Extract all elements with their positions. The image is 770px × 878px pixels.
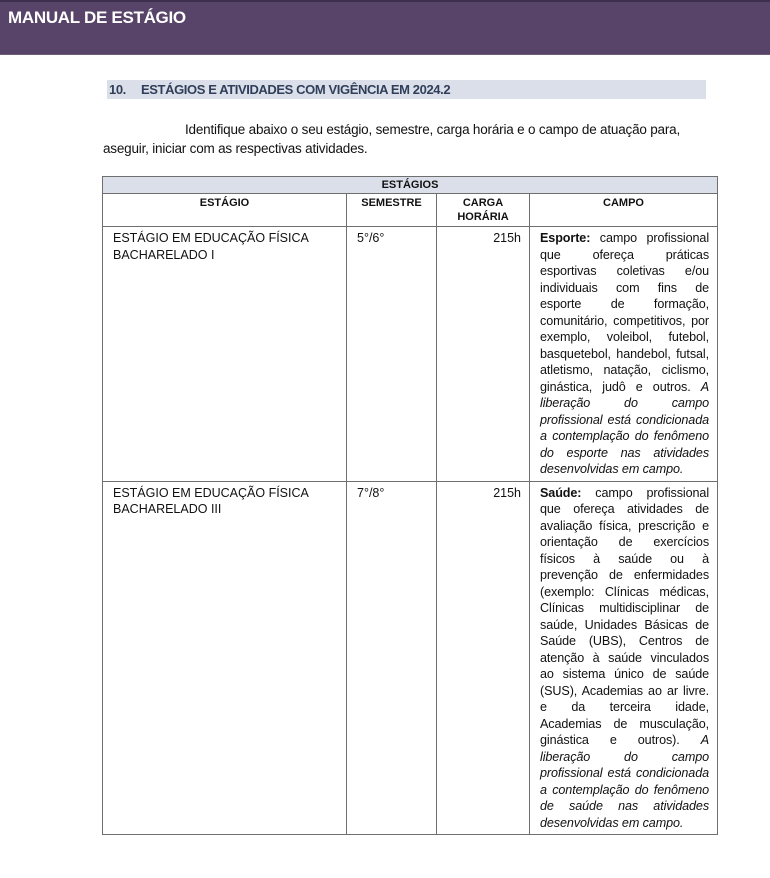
table-caption: ESTÁGIOS xyxy=(103,177,718,194)
campo-label: Saúde: xyxy=(540,485,582,500)
cell-campo xyxy=(530,481,718,835)
campo-label: Esporte: xyxy=(540,231,591,245)
cell-estagio: ESTÁGIO EM EDUCAÇÃO FÍSICA BACHARELADO I xyxy=(103,227,347,482)
document-title: MANUAL DE ESTÁGIO xyxy=(8,8,186,27)
table-row xyxy=(103,481,718,835)
column-header-estagio: ESTÁGIO xyxy=(103,194,347,227)
column-header-campo: CAMPO xyxy=(530,194,718,227)
campo-description: campo profissional que ofereça atividades de avaliação física, prescrição e orientação de exercícios físicos à saúde ou à prevenção de enfermidades (exemplo: Clínicas médicas, Clínicas multidisciplinar de saúde, Unidades Básicas de Saúde (UBS), Centros de atenção à saúde vinculados ao sistema único de saúde (SUS), Academias ao ar livre. e da terceira idade, Academias de musculação, ginástica e outros). xyxy=(540,485,710,747)
intro-paragraph: Identifique abaixo o seu estágio, semestre, carga horária e o campo de atuação para, aseguir, iniciar com as respectivas atividades. xyxy=(103,122,681,156)
column-header-semestre: SEMESTRE xyxy=(347,194,437,227)
table-caption-row xyxy=(103,177,718,194)
table-header-row xyxy=(103,194,718,227)
cell-carga: 215h xyxy=(437,481,530,835)
cell-carga: 215h xyxy=(437,227,530,482)
document-header-band xyxy=(0,0,770,55)
section-number: 10. xyxy=(109,82,126,97)
column-header-carga-horaria xyxy=(437,194,530,227)
estagios-table xyxy=(102,176,718,835)
column-header-carga-horaria-label: CARGA HORÁRIA xyxy=(457,197,509,223)
section-title: ESTÁGIOS E ATIVIDADES COM VIGÊNCIA EM 2024.2 xyxy=(141,82,451,97)
campo-condition-note: A liberação do campo profissional está condicionada a contemplação do fenômeno de saúde nas atividades desenvolvidas em campo. xyxy=(540,733,710,830)
cell-semestre: 7°/8° xyxy=(347,481,437,835)
cell-semestre: 5°/6° xyxy=(347,227,437,482)
cell-campo xyxy=(530,227,718,482)
section-heading xyxy=(107,80,706,99)
campo-condition-note: A liberação do campo profissional está condicionada a contemplação do fenômeno do esporte nas atividades desenvolvidas em campo. xyxy=(540,379,710,476)
table-row xyxy=(103,227,718,482)
cell-estagio: ESTÁGIO EM EDUCAÇÃO FÍSICA BACHARELADO III xyxy=(103,481,347,835)
campo-description: campo profissional que ofereça práticas esportivas coletivas e/ou individuais com fins de esporte de formação, comunitário, competitivos, por exemplo, voleibol, futebol, basquetebol, handebol, futsal, atletismo, natação, ciclismo, ginástica, judô e outros. xyxy=(540,231,710,394)
